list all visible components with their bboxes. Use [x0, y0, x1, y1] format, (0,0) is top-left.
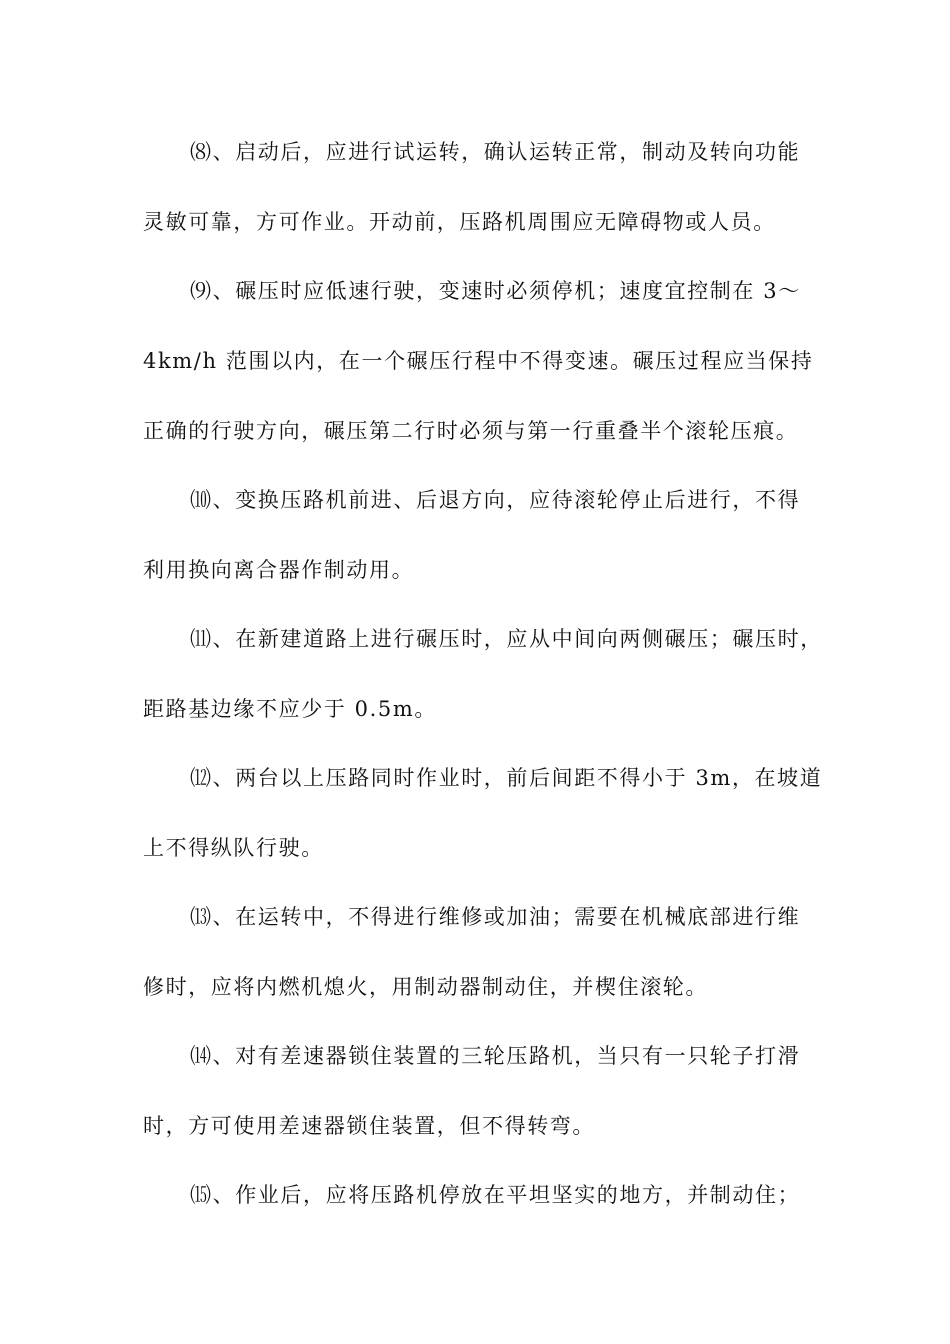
paragraph-14-line-1: ⒁、对有差速器锁住装置的三轮压路机，当只有一只轮子打滑	[190, 1044, 801, 1068]
paragraph-13-line-2: 修时，应将内燃机熄火，用制动器制动住，并楔住滚轮。	[143, 975, 708, 999]
paragraph-11-line-2: 距路基边缘不应少于 0.5m。	[143, 697, 437, 721]
paragraph-15-line-1: ⒂、作业后，应将压路机停放在平坦坚实的地方，并制动住；	[190, 1183, 801, 1207]
paragraph-11-line-1: ⑾、在新建道路上进行碾压时，应从中间向两侧碾压；碾压时，	[190, 627, 823, 651]
paragraph-13-line-1: ⒀、在运转中，不得进行维修或加油；需要在机械底部进行维	[190, 905, 801, 929]
paragraph-10-line-1: ⑽、变换压路机前进、后退方向，应待滚轮停止后进行，不得	[190, 488, 801, 512]
paragraph-8-line-1: ⑻、启动后，应进行试运转，确认运转正常，制动及转向功能	[190, 140, 801, 164]
paragraph-9-line-3: 正确的行驶方向，碾压第二行时必须与第一行重叠半个滚轮压痕。	[143, 419, 799, 443]
paragraph-9-line-1: ⑼、碾压时应低速行驶，变速时必须停机；速度宜控制在 3～	[190, 279, 801, 303]
paragraph-9-line-2: 4km/h 范围以内，在一个碾压行程中不得变速。碾压过程应当保持	[143, 349, 814, 373]
paragraph-8-line-2: 灵敏可靠，方可作业。开动前，压路机周围应无障碍物或人员。	[143, 210, 776, 234]
paragraph-10-line-2: 利用换向离合器作制动用。	[143, 558, 415, 582]
paragraph-14-line-2: 时，方可使用差速器锁住装置，但不得转弯。	[143, 1114, 595, 1138]
paragraph-12-line-1: ⑿、两台以上压路同时作业时，前后间距不得小于 3m，在坡道	[190, 766, 823, 790]
paragraph-12-line-2: 上不得纵队行驶。	[143, 836, 324, 860]
